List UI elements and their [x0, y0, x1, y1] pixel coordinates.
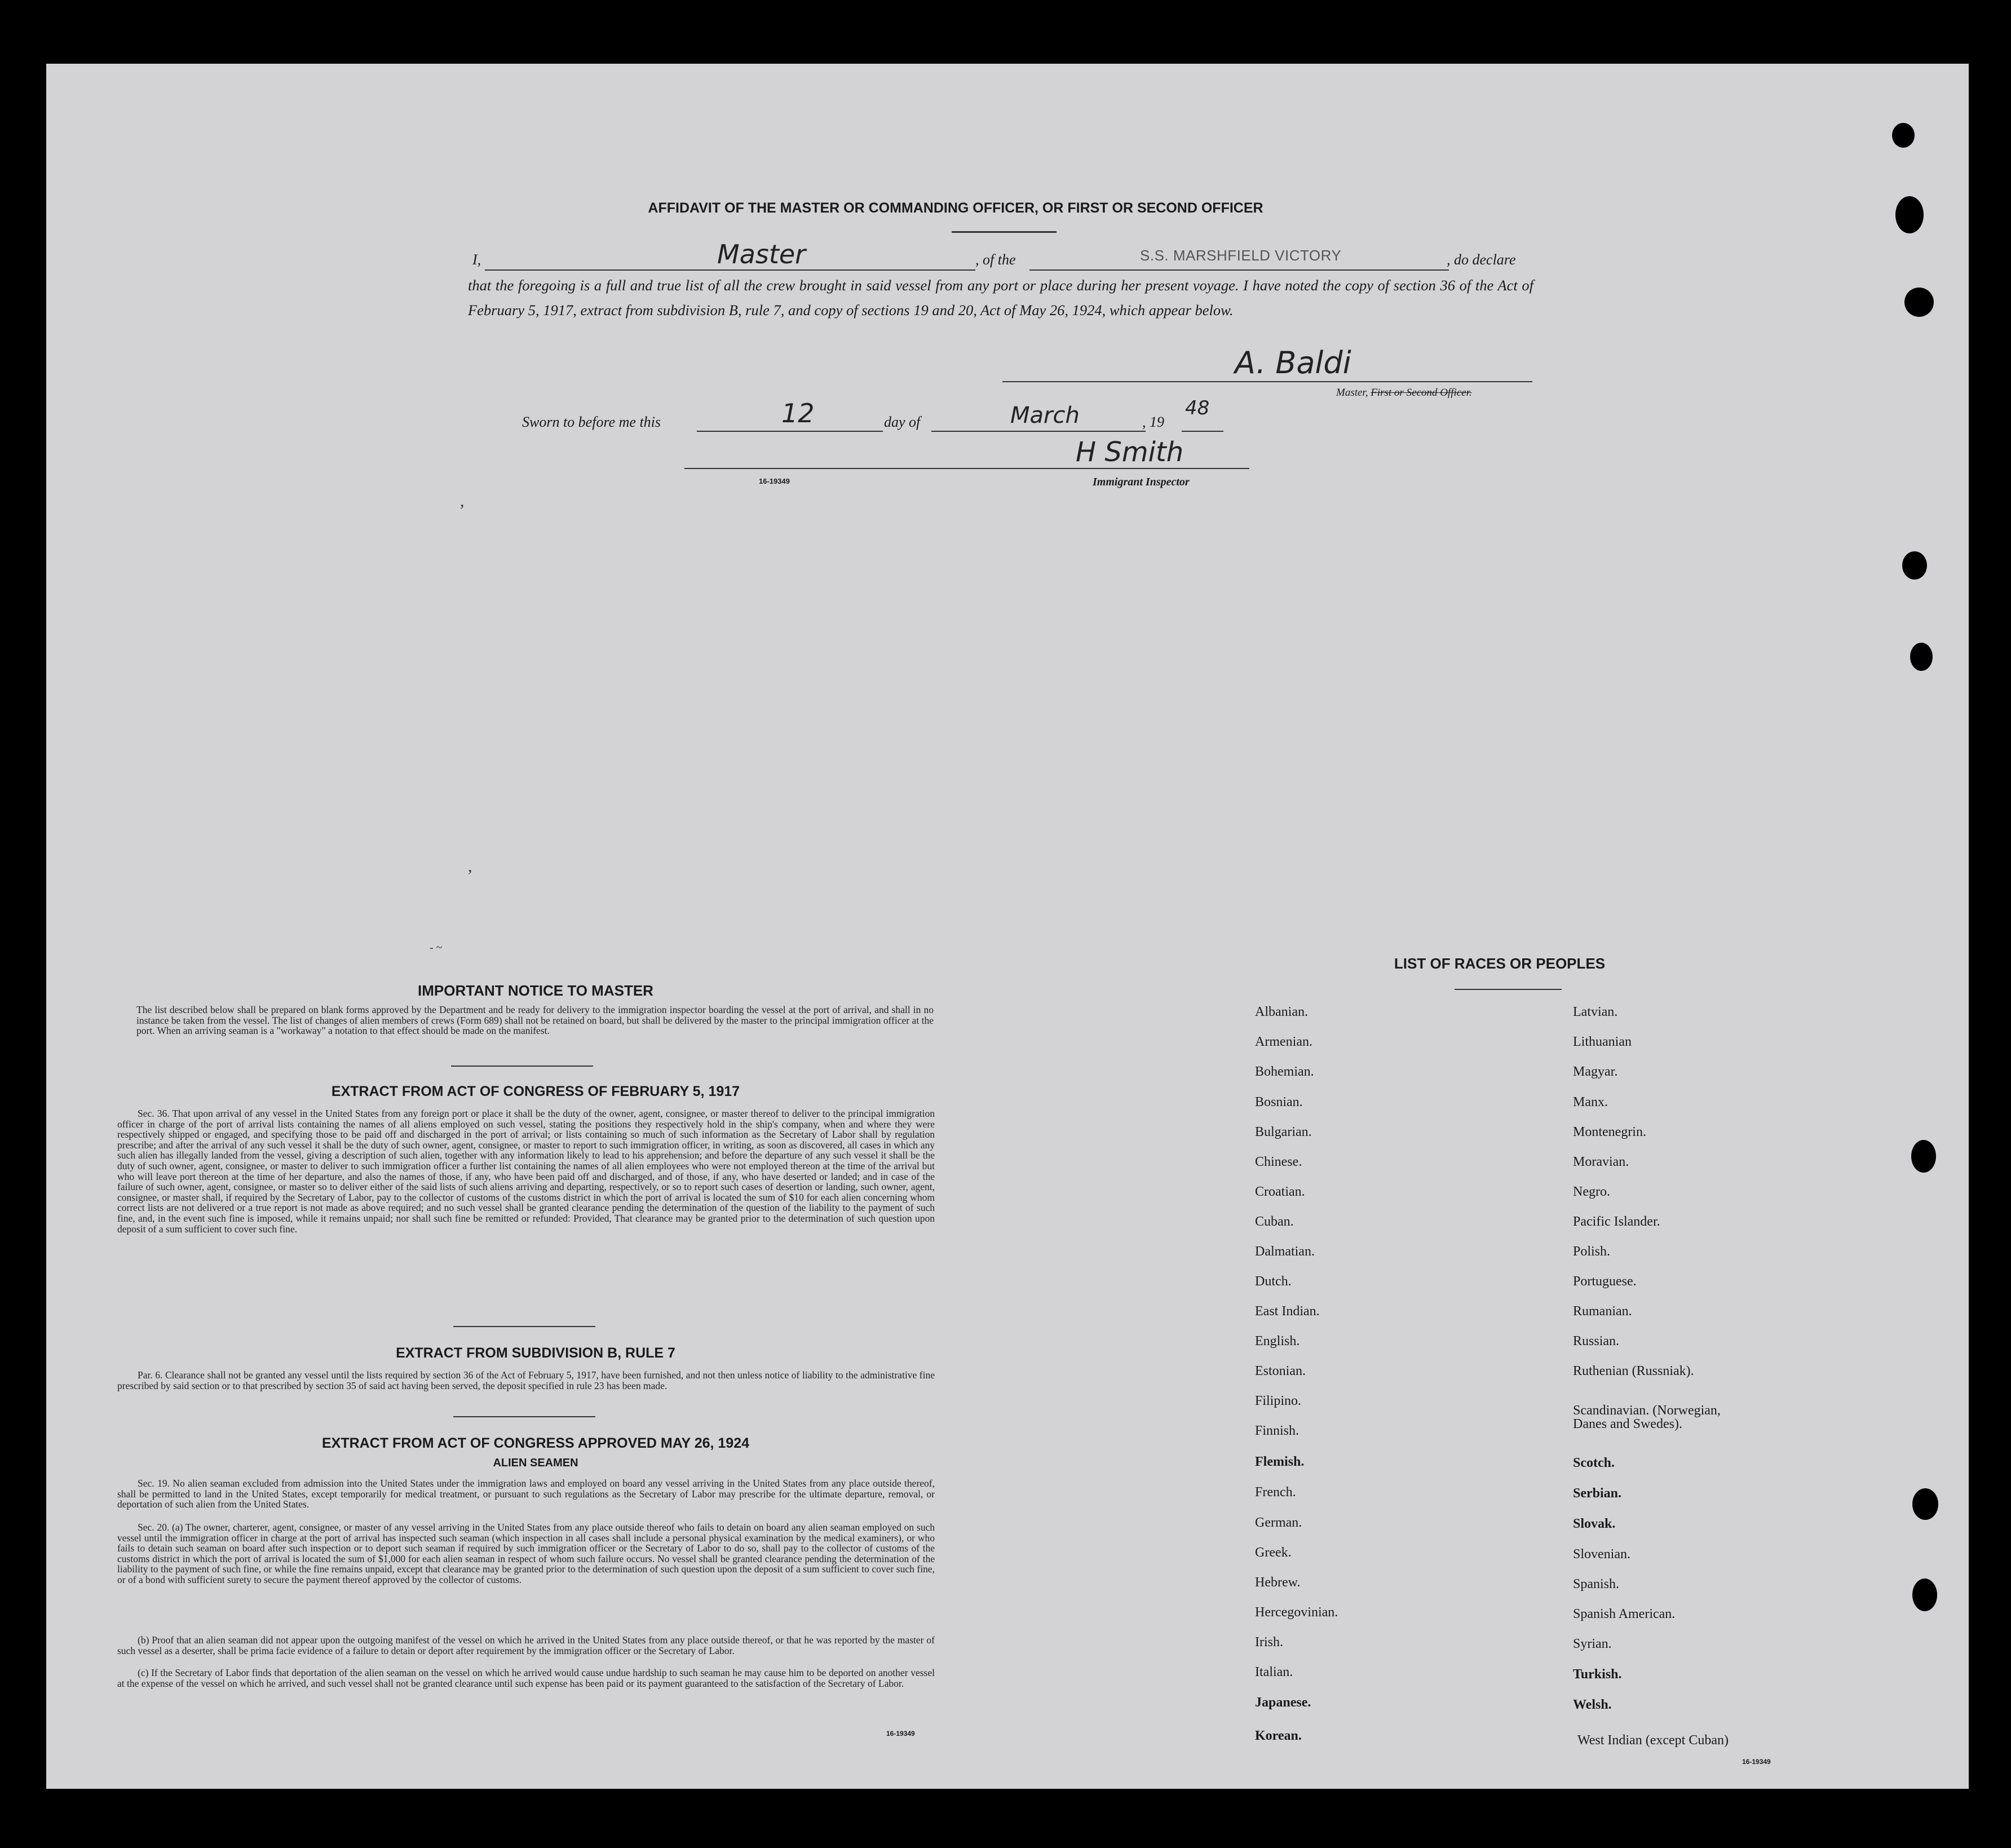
race-item: Irish. — [1255, 1635, 1283, 1650]
race-item: Bulgarian. — [1255, 1125, 1312, 1139]
year-blank — [1182, 431, 1223, 432]
signer-title-prefix: Master, — [1336, 387, 1368, 399]
rule7-divider — [453, 1416, 595, 1417]
race-item: Lithuanian — [1573, 1034, 1632, 1049]
race-item: Armenian. — [1255, 1034, 1312, 1049]
rank-handwritten: Master — [717, 239, 806, 269]
inspector-label: Immigrant Inspector — [1093, 476, 1190, 488]
race-item: Japanese. — [1255, 1695, 1311, 1710]
race-item: Dalmatian. — [1255, 1244, 1315, 1259]
race-item: Russian. — [1573, 1334, 1620, 1349]
punch-hole — [1912, 1579, 1937, 1611]
extract-1924-title: EXTRACT FROM ACT OF CONGRESS APPROVED MAY 26, 1924 — [321, 1435, 750, 1451]
race-item: Hercegovinian. — [1255, 1605, 1338, 1620]
extract-1924-sec20b: (b) Proof that an alien seaman did not appear upon the outgoing manifest of the vessel on which he arrived in the United States from any place outside thereof, or that he was reported by the master of such vessel as a deserter, shall be prima facie evidence of a failure to detain or deport after requirement by the immigration officer or the Secretary of Labor. — [117, 1634, 935, 1656]
notice-divider — [451, 1066, 593, 1067]
notice-title: IMPORTANT NOTICE TO MASTER — [418, 982, 653, 999]
race-item: Estonian. — [1255, 1364, 1306, 1378]
rule7-title: EXTRACT FROM SUBDIVISION B, RULE 7 — [396, 1345, 675, 1361]
affidavit-body: that the foregoing is a full and true list of all the crew brought in said vessel from any port or place during her present voyage. I have noted the copy of section 36 of the Act of February 5, 1917, extract from subdivision B, rule 7, and copy of sections 19 and 20, Act of May 26, 1924, which appear below. — [468, 277, 1533, 319]
race-item: Chinese. — [1255, 1155, 1302, 1169]
sworn-day: 12 — [781, 398, 815, 428]
sworn-year: 48 — [1185, 397, 1210, 419]
race-item: Welsh. — [1573, 1697, 1612, 1712]
sworn-label: Sworn to before me this — [522, 414, 661, 430]
race-item: Serbian. — [1573, 1486, 1622, 1501]
extract-1924-form-number: 16-19349 — [886, 1730, 915, 1738]
signer-title-struck: First or Second Officer. — [1371, 387, 1472, 399]
extract-1924-sec19: Sec. 19. No alien seaman excluded from admission into the United States under the immigration laws and employed on board any vessel arriving in the United States from any place outside thereof, shall be permitted to land in the United States, except temporarily for medical treatment, or pursuant to such regulations as the Secretary of Labor may prescribe for the ultimate departure, removal, or deportation of such alien from the United States. — [117, 1478, 935, 1510]
extract-1924-subtitle: ALIEN SEAMEN — [493, 1457, 578, 1469]
race-item: Rumanian. — [1573, 1304, 1632, 1319]
race-item: Italian. — [1255, 1665, 1293, 1679]
race-item: West Indian (except Cuban) — [1577, 1733, 1729, 1748]
race-item: Spanish American. — [1573, 1607, 1676, 1621]
race-item: Manx. — [1573, 1095, 1608, 1109]
races-form-number: 16-19349 — [1742, 1758, 1771, 1766]
stray-mark: - ~ — [430, 941, 443, 954]
affidavit-title: AFFIDAVIT OF THE MASTER OR COMMANDING OFFICER, OR FIRST OR SECOND OFFICER — [648, 200, 1263, 216]
vessel-blank — [1029, 269, 1449, 271]
month-blank — [931, 431, 1146, 432]
punch-hole — [1911, 1140, 1936, 1173]
race-item: Bohemian. — [1255, 1064, 1314, 1079]
punch-hole — [1902, 551, 1927, 580]
races-title: LIST OF RACES OR PEOPLES — [1394, 955, 1606, 972]
race-item: East Indian. — [1255, 1304, 1320, 1319]
master-signature: A. Baldi — [1235, 345, 1351, 381]
race-item: Hebrew. — [1255, 1575, 1301, 1590]
punch-hole — [1904, 288, 1934, 317]
day-blank — [697, 431, 883, 432]
race-item: German. — [1255, 1515, 1302, 1530]
race-item: Moravian. — [1573, 1155, 1629, 1169]
race-item: Finnish. — [1255, 1423, 1300, 1438]
race-item: Syrian. — [1573, 1637, 1612, 1651]
signature-line — [1002, 381, 1532, 382]
vessel-name: S.S. MARSHFIELD VICTORY — [1140, 247, 1342, 264]
race-item: Ruthenian (Russniak). — [1573, 1364, 1694, 1378]
stray-mark: , — [468, 857, 472, 876]
race-item: Magyar. — [1573, 1064, 1618, 1079]
stray-mark: , — [460, 492, 465, 510]
extract-1924-sec20a: Sec. 20. (a) The owner, charterer, agent, consignee, or master of any vessel arriving in the United States from any place outside thereof who fails to detain on board any alien seaman employed on such vessel until the immigration officer in charge at the port of arrival has inspected such seaman (which inspection in all cases shall include a personal physical examination by the medical examiners), or who fails to detain such seaman on board after such inspection or to deport such seaman if required by such immigration officer or the Secretary of Labor to do so, shall pay to the collector of customs of the customs district in which the port of arrival is located the sum of $1,000 for each alien seaman in respect of whom such failure occurs. No vessel shall be granted clearance pending the determination of the liability to the payment of such fine, or while the fine remains unpaid, except that clearance may be granted prior to the determination of such question upon the deposit of a sum sufficient to cover such fine, or of a bond with sufficient surety to secure the payment thereof approved by the collector of customs. — [117, 1522, 935, 1585]
race-item: Bosnian. — [1255, 1095, 1303, 1109]
extract-1917-text: Sec. 36. That upon arrival of any vessel in the United States from any foreign port or place it shall be the duty of the owner, agent, consignee, or master thereof to deliver to the principal immigration officer in charge of the port of arrival lists containing the names of all aliens employed on such vessel, stating the positions they respectively hold in the ship's company, when and where they were respectively shipped or engaged, and specifying those to be paid off and discharged in the port of arrival; or lists containing so much of such information as the Secretary of Labor shall by regulation prescribe; and after the arrival of any such vessel it shall be the duty of such owner, agent, consignee, or master to report to such immigration officer, in writing, as soon as discovered, all cases in which any such alien has illegally landed from the vessel, giving a description of such alien, together with any information likely to lead to his apprehension; and before the departure of any such vessel it shall be the duty of such owner, agent, consignee, or master to deliver to such immigration officer a further list containing the names of all alien employees who were not employed thereon at the time of the arrival but who will leave port thereon at the time of her departure, and also the names of those, if any, who have been paid off and discharged, and of those, if any, who have deserted or landed; and in case of the failure of such owner, agent, consignee, or master so to deliver either of the said lists of such aliens arriving and departing, respectively, or so to report such cases of desertion or landing, such owner, agent, consignee, or master shall, if required by the Secretary of Labor, pay to the collector of customs of the customs district in which the port of arrival is located the sum of $10 for each alien concerning whom correct lists are not delivered or a true report is not made as above required; and no such vessel shall be granted clearance pending the determination of the question of the liability to the payment of such fine, and, in the event such fine is imposed, while it remains unpaid; nor shall such fine be remitted or refunded: Provided, That clearance may be granted prior to the determination of such question upon deposit of a sum sufficient to cover such fine. — [117, 1108, 935, 1235]
race-item: Korean. — [1255, 1728, 1302, 1743]
race-item: Slovenian. — [1573, 1547, 1630, 1562]
race-item: Spanish. — [1573, 1577, 1620, 1591]
race-item: Pacific Islander. — [1573, 1214, 1660, 1229]
affidavit-form-number: 16-19349 — [759, 477, 790, 485]
race-item: Latvian. — [1573, 1005, 1618, 1019]
of-the-label: , of the — [975, 251, 1016, 268]
title-divider — [952, 231, 1057, 233]
race-item: Greek. — [1255, 1545, 1292, 1560]
race-item: Polish. — [1573, 1244, 1611, 1259]
year-prefix: , 19 — [1142, 414, 1164, 430]
race-item: Scotch. — [1573, 1456, 1615, 1470]
race-item: Negro. — [1573, 1184, 1610, 1199]
day-of-label: day of — [884, 414, 921, 430]
extract-1917-title: EXTRACT FROM ACT OF CONGRESS OF FEBRUARY 5, 1917 — [331, 1084, 740, 1099]
inspector-signature: H Smith — [1076, 436, 1184, 468]
race-item: French. — [1255, 1485, 1296, 1500]
race-item: Slovak. — [1573, 1517, 1616, 1531]
race-item: Flemish. — [1255, 1454, 1305, 1469]
rule7-text: Par. 6. Clearance shall not be granted any vessel until the lists required by section 36 of the Act of February 5, 1917, have been furnished, and not then unless notice of liability to the administrative fine prescribed by said section or to that prescribed by section 35 of said act having been served, the deposit specified in rule 23 has been made. — [117, 1369, 935, 1391]
sworn-month: March — [1010, 403, 1080, 428]
do-declare-label: , do declare — [1447, 251, 1516, 268]
race-item: English. — [1255, 1334, 1300, 1349]
inspector-line — [684, 468, 1249, 469]
extract-1917-divider — [453, 1326, 595, 1327]
race-item: Turkish. — [1573, 1667, 1622, 1682]
rank-blank — [485, 269, 975, 271]
race-item: Scandinavian. (Norwegian, Danes and Swedes). — [1573, 1403, 1721, 1431]
races-divider — [1455, 989, 1562, 990]
notice-text: The list described below shall be prepared on blank forms approved by the Department and be ready for delivery to the immigration inspector boarding the vessel at the port of arrival, and shall in no instance be taken from the vessel. The list of changes of alien members of crews (Form 689) shall not be retained on board, but shall be delivered by the master to the principal immigration officer at the port. When an arriving seaman is a "workaway" a notation to that effect should be made on the manifest. — [136, 1004, 934, 1037]
punch-hole — [1912, 1488, 1938, 1520]
race-item: Filipino. — [1255, 1394, 1302, 1408]
race-item: Dutch. — [1255, 1274, 1292, 1289]
i-label: I, — [472, 251, 481, 268]
race-item: Albanian. — [1255, 1005, 1308, 1019]
punch-hole — [1910, 643, 1933, 671]
punch-hole — [1895, 196, 1924, 233]
race-item: Croatian. — [1255, 1184, 1305, 1199]
race-item: Portuguese. — [1573, 1274, 1637, 1289]
signer-title — [1336, 387, 1472, 399]
punch-hole — [1892, 123, 1915, 148]
extract-1924-sec20c: (c) If the Secretary of Labor finds that deportation of the alien seaman on the vessel on which he arrived would cause undue hardship to such seaman he may cause him to be deported on another vessel at the expense of the vessel on which he arrived, and such vessel shall not be granted clearance until such expense has been paid or its payment guaranteed to the satisfaction of the Secretary of Labor. — [117, 1667, 935, 1689]
race-item: Montenegrin. — [1573, 1125, 1646, 1139]
race-item: Cuban. — [1255, 1214, 1294, 1229]
